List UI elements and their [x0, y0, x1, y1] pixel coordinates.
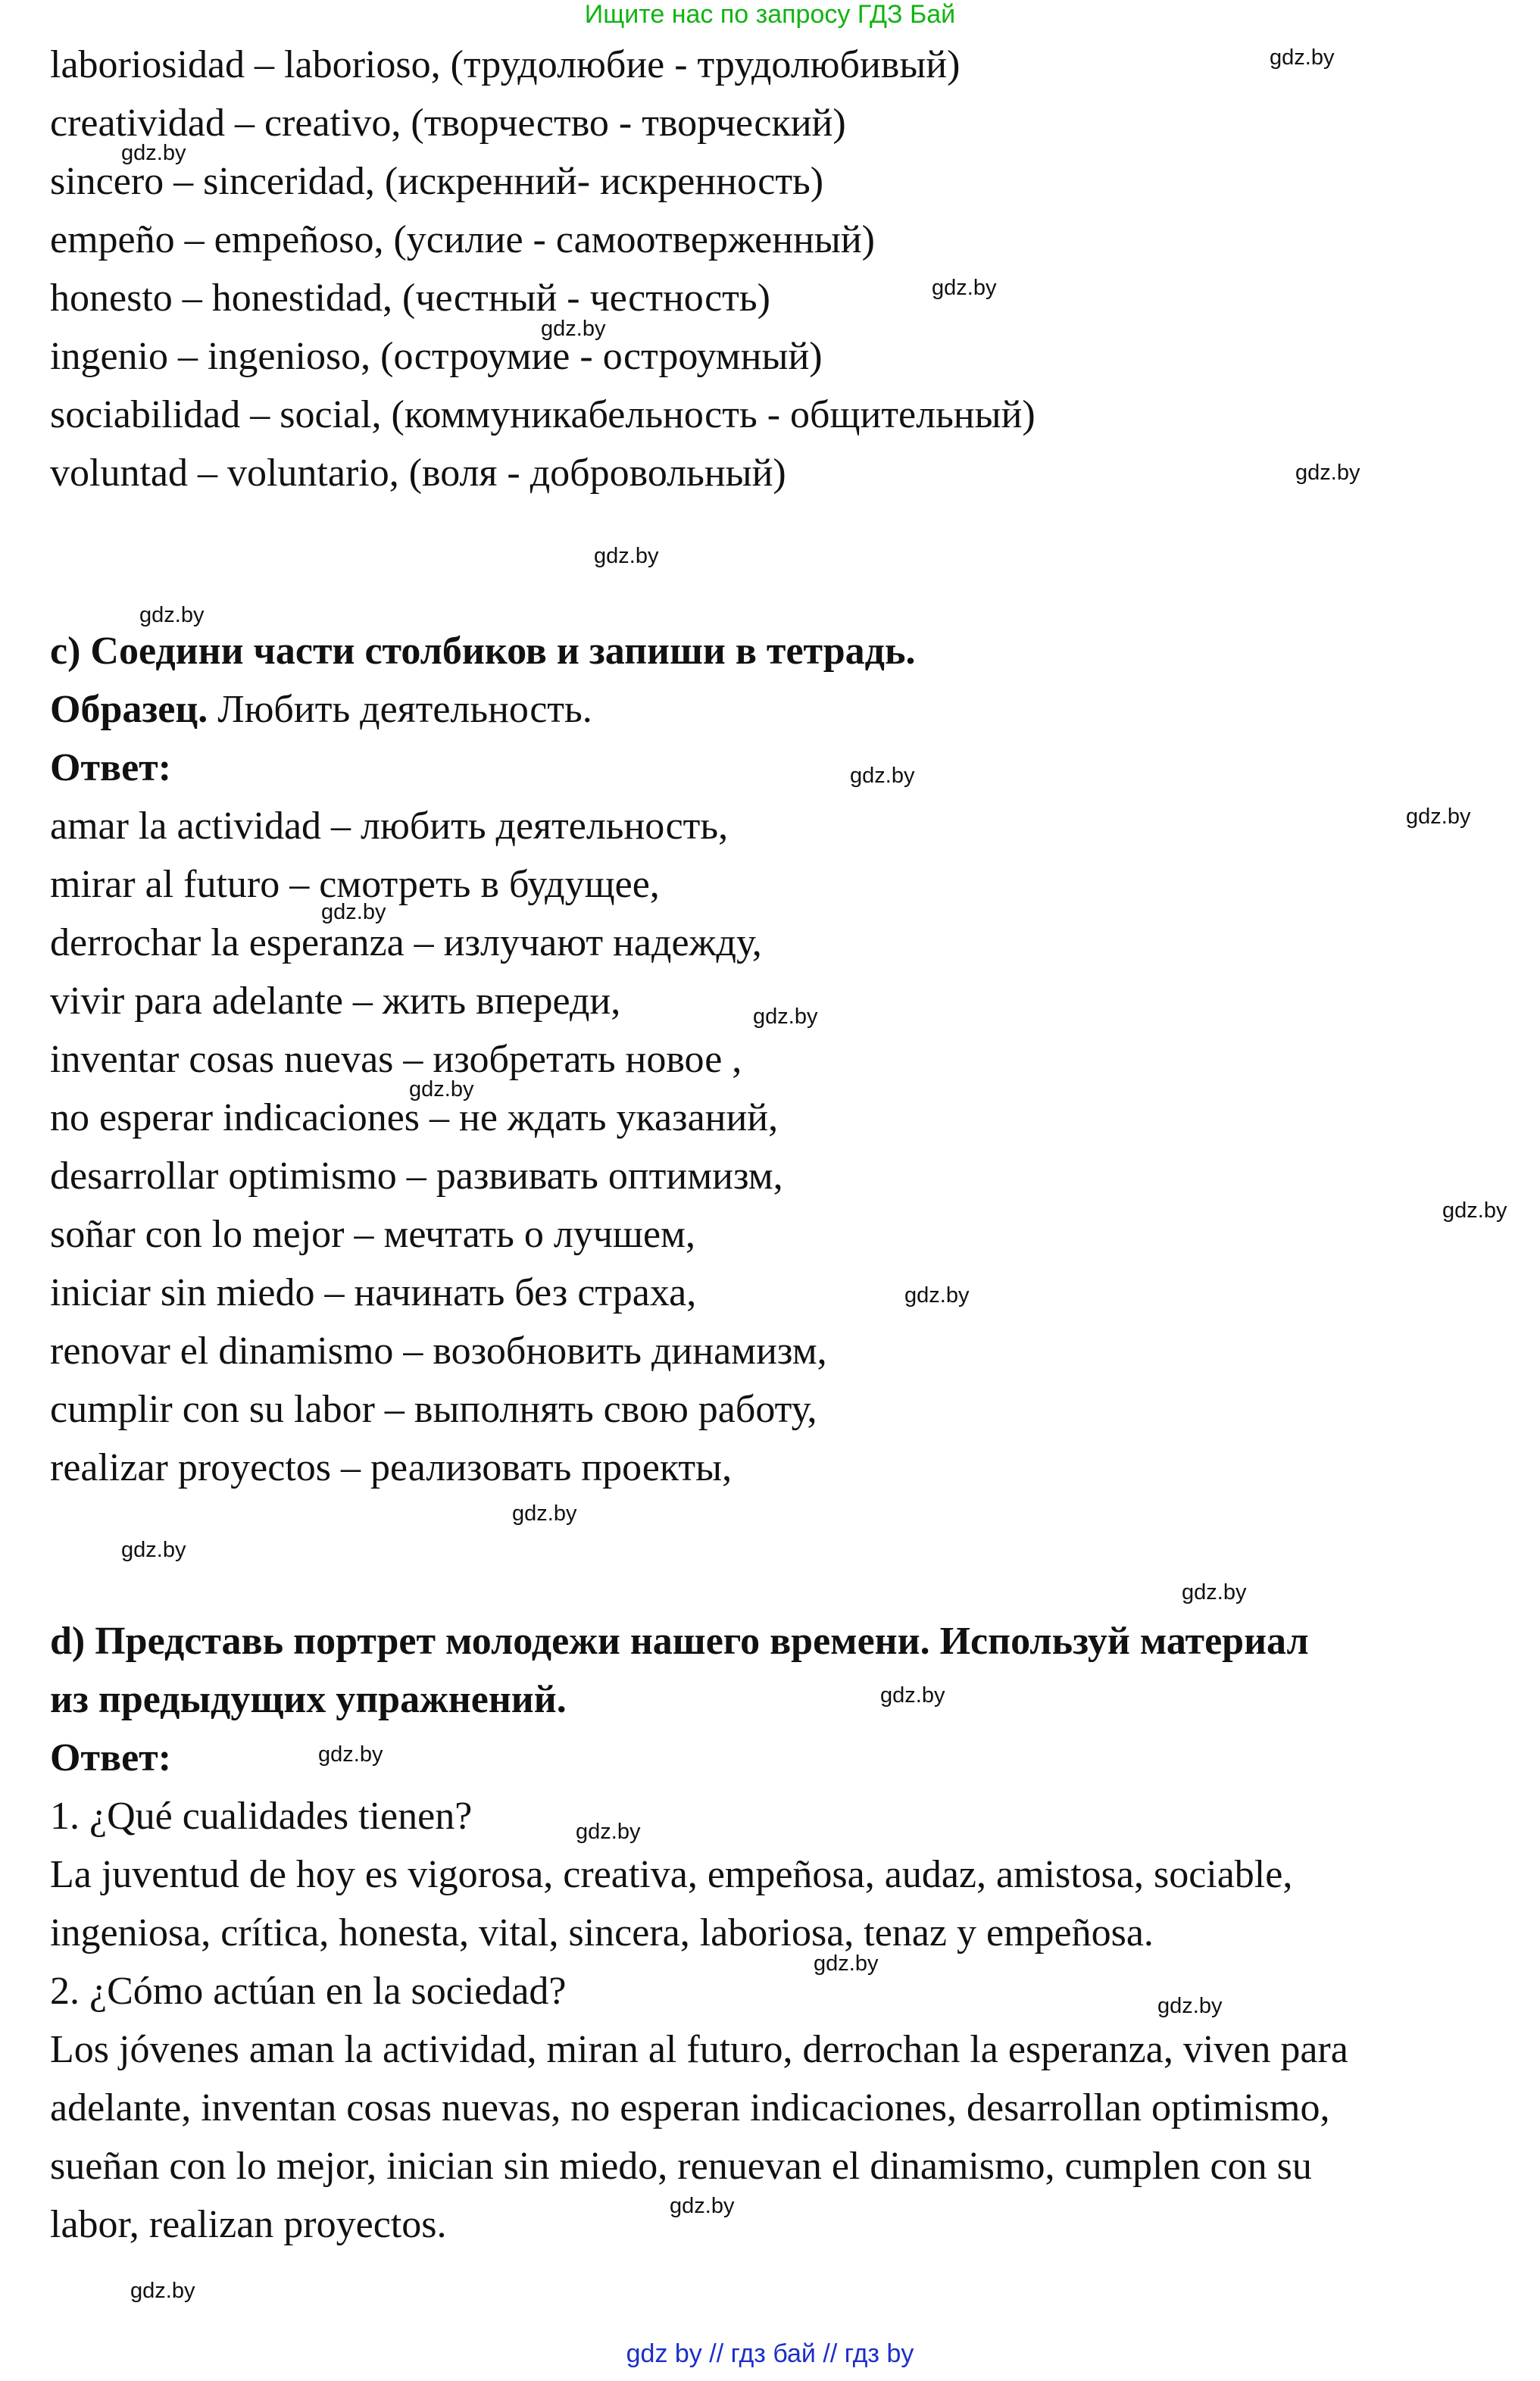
- word-pair-line: empeño – empeñoso, (усилие - самоотверженный): [50, 218, 875, 261]
- phrase-line: soñar con lo mejor – мечтать о лучшем,: [50, 1213, 695, 1256]
- watermark: gdz.by: [576, 1820, 641, 1844]
- word-pair-line: sociabilidad – social, (коммуникабельность - общительный): [50, 393, 1036, 436]
- example-label: Образец.: [50, 688, 208, 731]
- watermark: gdz.by: [1442, 1198, 1507, 1223]
- watermark: gdz.by: [121, 1538, 186, 1562]
- watermark: gdz.by: [1295, 461, 1360, 485]
- watermark: gdz.by: [670, 2194, 735, 2218]
- answer-1-line: La juventud de hoy es vigorosa, creativa, empeñosa, audaz, amistosa, sociable,: [50, 1853, 1293, 1896]
- word-pair-line: sincero – sinceridad, (искренний- искренность): [50, 160, 824, 203]
- word-pair-line: voluntad – voluntario, (воля - добровольный): [50, 452, 786, 495]
- watermark: gdz.by: [904, 1283, 970, 1308]
- watermark: gdz.by: [814, 1951, 879, 1976]
- phrase-line: desarrollar optimismo – развивать оптимизм,: [50, 1155, 783, 1198]
- phrase-line: no esperar indicaciones – не ждать указаний,: [50, 1096, 779, 1139]
- watermark: gdz.by: [1157, 1994, 1223, 2018]
- watermark: gdz.by: [512, 1501, 577, 1526]
- phrase-line: cumplir con su labor – выполнять свою работу,: [50, 1388, 817, 1431]
- watermark: gdz.by: [753, 1005, 818, 1029]
- watermark: gdz.by: [880, 1683, 945, 1708]
- answer-label: Ответ:: [50, 746, 172, 789]
- watermark: gdz.by: [850, 764, 915, 788]
- watermark: gdz.by: [594, 544, 659, 568]
- answer-label: Ответ:: [50, 1736, 172, 1780]
- phrase-line: amar la actividad – любить деятельность,: [50, 805, 729, 848]
- answer-2-line: sueñan con lo mejor, inician sin miedo, renuevan el dinamismo, cumplen con su: [50, 2145, 1312, 2188]
- word-pair-line: ingenio – ingenioso, (остроумие - остроумный): [50, 335, 823, 378]
- question-1: 1. ¿Qué cualidades tienen?: [50, 1795, 473, 1838]
- phrase-line: realizar proyectos – реализовать проекты,: [50, 1446, 733, 1489]
- answer-2-line: adelante, inventan cosas nuevas, no esperan indicaciones, desarrollan optimismo,: [50, 2086, 1330, 2129]
- example-line: [50, 687, 592, 733]
- watermark: gdz.by: [121, 141, 186, 165]
- page-header: Ищите нас по запросу ГДЗ Бай: [584, 0, 956, 29]
- watermark: gdz.by: [1182, 1580, 1247, 1605]
- watermark: gdz.by: [139, 603, 205, 627]
- answer-1-line: ingeniosa, crítica, honesta, vital, sincera, laboriosa, tenaz y empeñosa.: [50, 1911, 1154, 1954]
- watermark: gdz.by: [130, 2279, 195, 2303]
- watermark: gdz.by: [541, 317, 606, 341]
- phrase-line: vivir para adelante – жить впереди,: [50, 980, 621, 1023]
- phrase-line: iniciar sin miedo – начинать без страха,: [50, 1271, 697, 1314]
- phrase-line: mirar al futuro – смотреть в будущее,: [50, 863, 660, 906]
- section-d-heading: d) Представь портрет молодежи нашего времени. Используй материал: [50, 1620, 1309, 1663]
- phrase-line: renovar el dinamismo – возобновить динамизм,: [50, 1330, 827, 1373]
- phrase-line: inventar cosas nuevas – изобретать новое ,: [50, 1038, 742, 1081]
- word-pair-line: honesto – honestidad, (честный - честность): [50, 277, 770, 320]
- watermark: gdz.by: [321, 900, 386, 924]
- example-text: Любить деятельность.: [208, 688, 592, 731]
- watermark: gdz.by: [318, 1742, 383, 1767]
- page-footer: gdz by // гдз бай // гдз by: [626, 2339, 914, 2368]
- question-2: 2. ¿Cómo actúan en la sociedad?: [50, 1970, 567, 2013]
- phrase-line: derrochar la esperanza – излучают надежду,: [50, 921, 762, 964]
- answer-2-line: labor, realizan proyectos.: [50, 2203, 447, 2246]
- word-pair-line: creatividad – creativo, (творчество - творческий): [50, 102, 846, 145]
- answer-2-line: Los jóvenes aman la actividad, miran al futuro, derrochan la esperanza, viven para: [50, 2028, 1348, 2071]
- section-d-heading-cont: из предыдущих упражнений.: [50, 1678, 567, 1721]
- watermark: gdz.by: [1270, 45, 1335, 70]
- word-pair-line: laboriosidad – laborioso, (трудолюбие - трудолюбивый): [50, 43, 961, 86]
- watermark: gdz.by: [1406, 805, 1471, 829]
- watermark: gdz.by: [932, 276, 997, 300]
- watermark: gdz.by: [409, 1077, 474, 1101]
- section-c-heading: c) Соедини части столбиков и запиши в тетрадь.: [50, 630, 916, 673]
